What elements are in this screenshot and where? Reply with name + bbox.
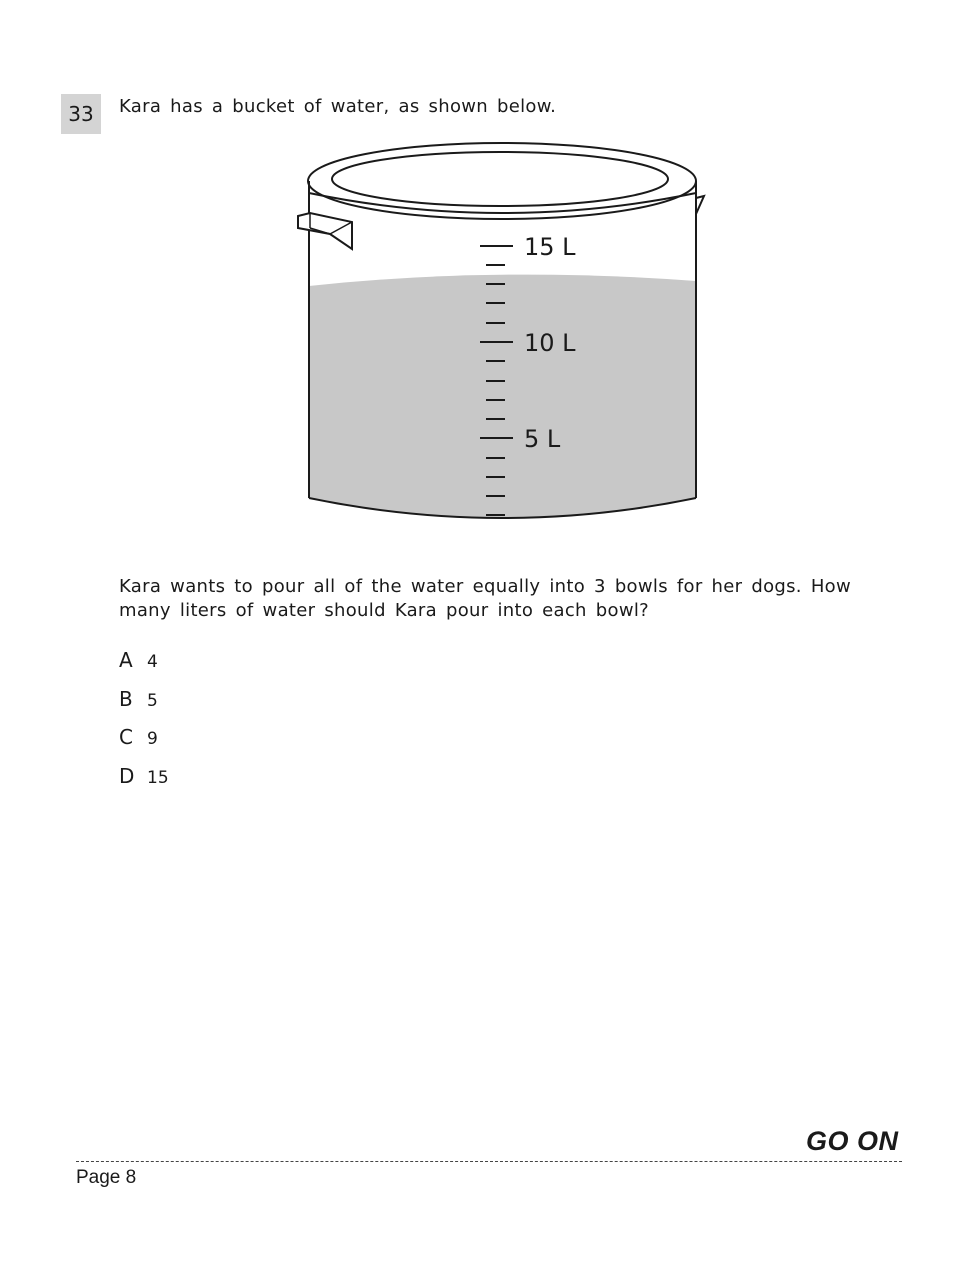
- bucket-figure: [290, 138, 720, 538]
- right-handle-icon: [696, 196, 704, 214]
- choice-b[interactable]: [119, 687, 169, 726]
- choice-letter: D: [119, 763, 135, 788]
- choice-c[interactable]: [119, 725, 169, 764]
- left-handle-icon: [298, 213, 352, 249]
- choice-value: 15: [147, 767, 169, 788]
- question-prompt: Kara wants to pour all of the water equally into 3 bowls for her dogs. How many liters of water should Kara pour into each bowl?: [119, 576, 852, 621]
- scale-label-15: 15 L: [524, 233, 576, 261]
- question-number: 33: [61, 94, 101, 134]
- bucket-rim-inner: [332, 152, 668, 206]
- choice-a[interactable]: [119, 648, 169, 687]
- answer-choices: [119, 648, 169, 802]
- choice-value: 5: [147, 690, 158, 711]
- footer-divider: [76, 1161, 902, 1162]
- scale-label-5: 5 L: [524, 425, 561, 453]
- page-number: Page 8: [76, 1167, 137, 1188]
- choice-letter: A: [119, 648, 133, 672]
- choice-d[interactable]: [119, 764, 169, 803]
- water: [309, 275, 696, 518]
- scale-label-10: 10 L: [524, 329, 576, 357]
- choice-value: 9: [147, 729, 158, 749]
- question-stem: Kara has a bucket of water, as shown below.: [119, 96, 557, 117]
- choice-letter: C: [119, 725, 133, 749]
- go-on-label: GO ON: [806, 1126, 899, 1156]
- choice-value: 4: [147, 652, 158, 672]
- choice-letter: B: [119, 686, 133, 711]
